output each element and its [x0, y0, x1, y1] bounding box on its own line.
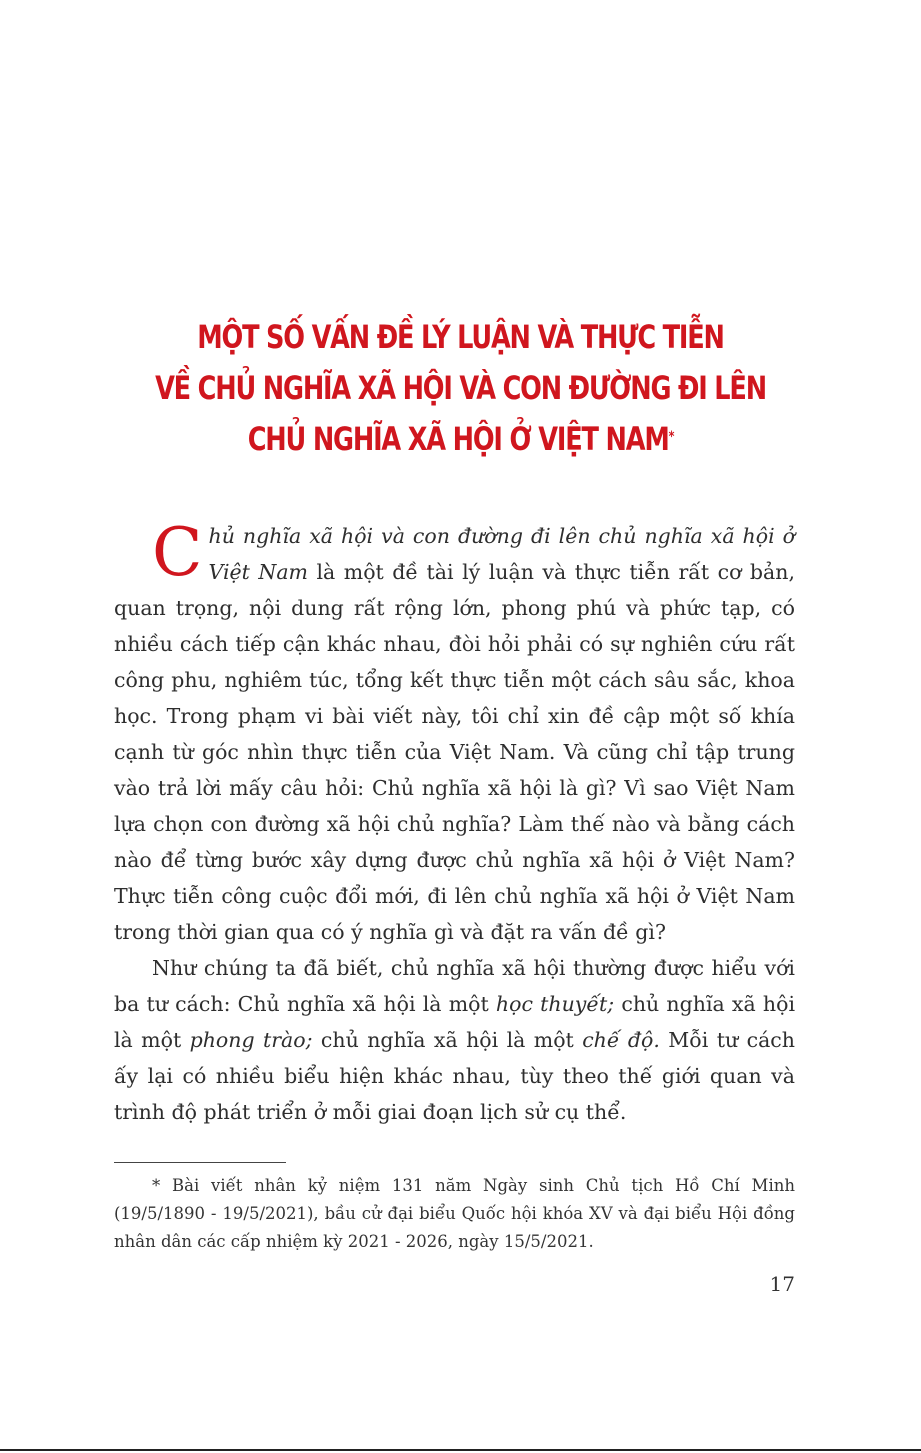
paragraph-2-italic-1: học thuyết;: [495, 992, 615, 1016]
title-line-2: VỀ CHỦ NGHĨA XÃ HỘI VÀ CON ĐƯỜNG ĐI LÊN: [155, 369, 766, 407]
page-number: 17: [769, 1272, 795, 1296]
footnote: [114, 1172, 795, 1256]
article-body: [114, 514, 795, 1130]
drop-cap: C: [152, 514, 203, 591]
paragraph-2: [114, 950, 795, 1130]
paragraph-1-text: là một đề tài lý luận và thực tiễn rất cơ bản, quan trọng, nội dung rất rộng lớn, phong phú và phức tạp, có nhiều cách tiếp cận khác nhau, đòi hỏi phải có sự nghiên cứu rất công phu, nghiêm túc, tổng kết thực tiễn một cách sâu sắc, khoa học. Trong phạm vi bài viết này, tôi chỉ xin đề cập một số khía cạnh từ góc nhìn thực tiễn của Việt Nam. Và cũng chỉ tập trung vào trả lời mấy câu hỏi: Chủ nghĩa xã hội là gì? Vì sao Việt Nam lựa chọn con đường xã hội chủ nghĩa? Làm thế nào và bằng cách nào để từng bước xây dựng được chủ nghĩa xã hội ở Việt Nam? Thực tiễn công cuộc đổi mới, đi lên chủ nghĩa xã hội ở Việt Nam trong thời gian qua có ý nghĩa gì và đặt ra vấn đề gì?: [114, 560, 795, 944]
paragraph-1-italic-lead: hủ nghĩa xã hội và con đường đi lên chủ nghĩa xã hội ở Việt Nam: [208, 524, 795, 584]
paragraph-2-italic-3: chế độ.: [582, 1028, 660, 1052]
paragraph-2-part-3: chủ nghĩa xã hội là một: [312, 1028, 583, 1052]
title-line-3: [92, 414, 829, 465]
article-title: [92, 312, 829, 465]
paragraph-2-italic-2: phong trào;: [189, 1028, 313, 1052]
paragraph-2-part-1: Như chúng ta đã biết, chủ nghĩa xã hội thường được hiểu với ba tư cách: Chủ nghĩa xã hội là một: [114, 956, 795, 1016]
footnote-divider: [114, 1162, 286, 1163]
page-bottom-edge: [0, 1449, 921, 1451]
paragraph-2-part-4: Mỗi tư cách ấy lại có nhiều biểu hiện khác nhau, tùy theo thế giới quan và trình độ phát triển ở mỗi giai đoạn lịch sử cụ thể.: [114, 1028, 795, 1124]
title-footnote-mark: *: [668, 429, 674, 445]
paragraph-1: [114, 514, 795, 950]
title-line-3-text: CHỦ NGHĨA XÃ HỘI Ở VIỆT NAM: [247, 420, 669, 458]
footnote-text: * Bài viết nhân kỷ niệm 131 năm Ngày sinh Chủ tịch Hồ Chí Minh (19/5/1890 - 19/5/2021), bầu cử đại biểu Quốc hội khóa XV và đại biểu Hội đồng nhân dân các cấp nhiệm kỳ 2021 - 2026, ngày 15/5/2021.: [114, 1176, 795, 1251]
title-line-1: MỘT SỐ VẤN ĐỀ LÝ LUẬN VÀ THỰC TIỄN: [197, 318, 724, 356]
paragraph-2-part-2: chủ nghĩa xã hội là một: [114, 992, 795, 1052]
